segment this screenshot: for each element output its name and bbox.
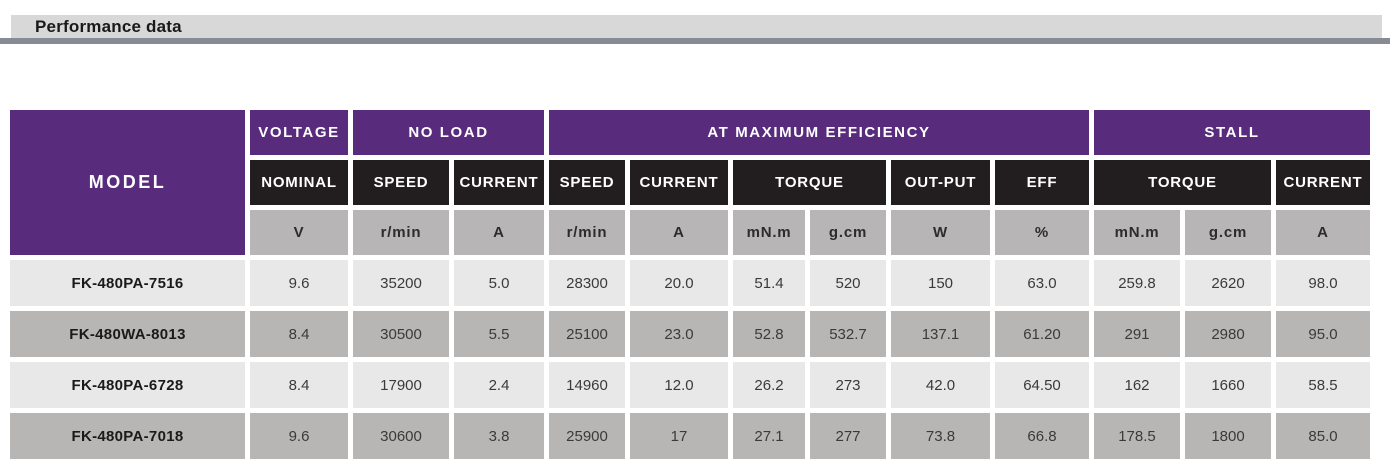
value-cell: 61.20 xyxy=(995,311,1089,357)
value-cell: 66.8 xyxy=(995,413,1089,459)
value-cell: 26.2 xyxy=(733,362,805,408)
unit-cell: g.cm xyxy=(1185,210,1271,255)
subheader-eff: EFF xyxy=(995,160,1089,205)
model-cell: FK-480WA-8013 xyxy=(10,311,245,357)
value-cell: 23.0 xyxy=(630,311,728,357)
value-cell: 64.50 xyxy=(995,362,1089,408)
table-row xyxy=(10,260,1370,306)
value-cell: 85.0 xyxy=(1276,413,1370,459)
value-cell: 273 xyxy=(810,362,886,408)
unit-cell: g.cm xyxy=(810,210,886,255)
value-cell: 73.8 xyxy=(891,413,990,459)
value-cell: 8.4 xyxy=(250,311,348,357)
value-cell: 95.0 xyxy=(1276,311,1370,357)
section-header-bar xyxy=(11,15,1382,38)
value-cell: 9.6 xyxy=(250,260,348,306)
value-cell: 162 xyxy=(1094,362,1180,408)
value-cell: 30600 xyxy=(353,413,449,459)
value-cell: 2.4 xyxy=(454,362,544,408)
value-cell: 5.0 xyxy=(454,260,544,306)
unit-cell: V xyxy=(250,210,348,255)
value-cell: 42.0 xyxy=(891,362,990,408)
value-cell: 20.0 xyxy=(630,260,728,306)
value-cell: 25100 xyxy=(549,311,625,357)
value-cell: 9.6 xyxy=(250,413,348,459)
value-cell: 8.4 xyxy=(250,362,348,408)
header-group-row xyxy=(10,110,1370,155)
unit-cell: r/min xyxy=(549,210,625,255)
value-cell: 532.7 xyxy=(810,311,886,357)
value-cell: 1660 xyxy=(1185,362,1271,408)
value-cell: 277 xyxy=(810,413,886,459)
value-cell: 98.0 xyxy=(1276,260,1370,306)
model-cell: FK-480PA-6728 xyxy=(10,362,245,408)
group-header-at-maximum-efficiency: AT MAXIMUM EFFICIENCY xyxy=(549,110,1089,155)
group-header-stall: STALL xyxy=(1094,110,1370,155)
value-cell: 35200 xyxy=(353,260,449,306)
subheader-noload-current: CURRENT xyxy=(454,160,544,205)
unit-cell: mN.m xyxy=(1094,210,1180,255)
unit-cell: W xyxy=(891,210,990,255)
performance-table xyxy=(5,105,1375,464)
value-cell: 27.1 xyxy=(733,413,805,459)
value-cell: 58.5 xyxy=(1276,362,1370,408)
model-cell: FK-480PA-7018 xyxy=(10,413,245,459)
value-cell: 14960 xyxy=(549,362,625,408)
value-cell: 52.8 xyxy=(733,311,805,357)
table-row xyxy=(10,311,1370,357)
section-header xyxy=(0,15,1390,44)
unit-cell: A xyxy=(630,210,728,255)
column-header-model: MODEL xyxy=(10,110,245,255)
subheader-output: OUT-PUT xyxy=(891,160,990,205)
table-row xyxy=(10,413,1370,459)
value-cell: 28300 xyxy=(549,260,625,306)
subheader-maxeff-current: CURRENT xyxy=(630,160,728,205)
subheader-maxeff-torque: TORQUE xyxy=(733,160,886,205)
model-cell: FK-480PA-7516 xyxy=(10,260,245,306)
value-cell: 17 xyxy=(630,413,728,459)
unit-cell: A xyxy=(1276,210,1370,255)
group-header-no-load: NO LOAD xyxy=(353,110,544,155)
value-cell: 3.8 xyxy=(454,413,544,459)
group-header-voltage: VOLTAGE xyxy=(250,110,348,155)
unit-cell: r/min xyxy=(353,210,449,255)
subheader-stall-current: CURRENT xyxy=(1276,160,1370,205)
value-cell: 520 xyxy=(810,260,886,306)
value-cell: 12.0 xyxy=(630,362,728,408)
value-cell: 150 xyxy=(891,260,990,306)
page-title: Performance data xyxy=(35,16,182,36)
subheader-nominal: NOMINAL xyxy=(250,160,348,205)
value-cell: 5.5 xyxy=(454,311,544,357)
value-cell: 1800 xyxy=(1185,413,1271,459)
unit-cell: mN.m xyxy=(733,210,805,255)
subheader-maxeff-speed: SPEED xyxy=(549,160,625,205)
value-cell: 51.4 xyxy=(733,260,805,306)
subheader-noload-speed: SPEED xyxy=(353,160,449,205)
table-row xyxy=(10,362,1370,408)
value-cell: 178.5 xyxy=(1094,413,1180,459)
unit-cell: % xyxy=(995,210,1089,255)
value-cell: 2620 xyxy=(1185,260,1271,306)
value-cell: 30500 xyxy=(353,311,449,357)
value-cell: 63.0 xyxy=(995,260,1089,306)
value-cell: 17900 xyxy=(353,362,449,408)
value-cell: 25900 xyxy=(549,413,625,459)
value-cell: 259.8 xyxy=(1094,260,1180,306)
subheader-stall-torque: TORQUE xyxy=(1094,160,1271,205)
value-cell: 137.1 xyxy=(891,311,990,357)
value-cell: 291 xyxy=(1094,311,1180,357)
unit-cell: A xyxy=(454,210,544,255)
value-cell: 2980 xyxy=(1185,311,1271,357)
